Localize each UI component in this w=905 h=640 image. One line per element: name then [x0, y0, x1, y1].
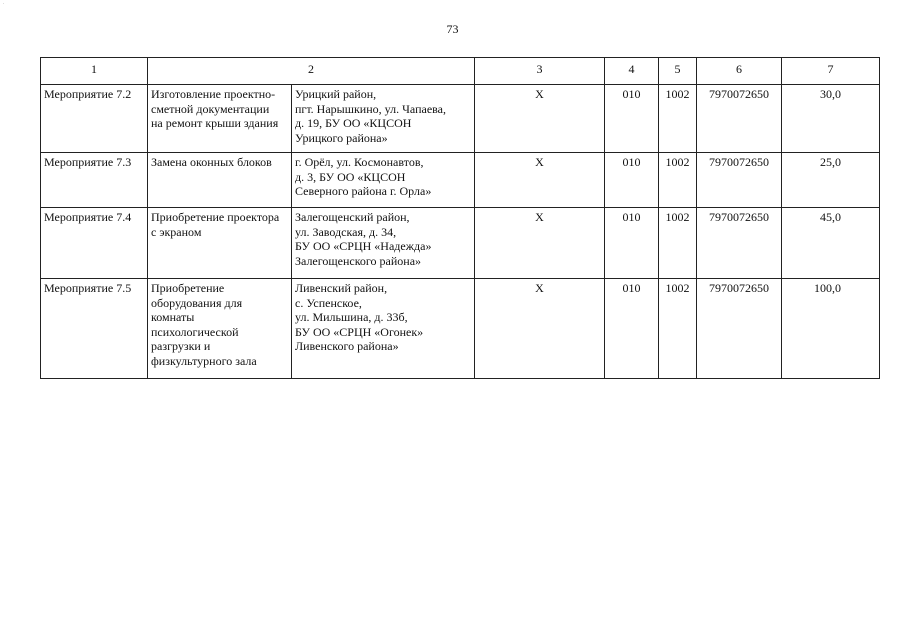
header-col-4: 4	[605, 58, 659, 85]
col3-cell: X	[475, 279, 605, 379]
page-number: 73	[446, 22, 459, 36]
event-cell: Мероприятие 7.3	[41, 153, 148, 208]
col6-cell: 7970072650	[697, 153, 782, 208]
scan-mark: .	[3, 0, 4, 5]
col4-cell: 010	[605, 153, 659, 208]
col5-cell: 1002	[659, 85, 697, 153]
location-cell: Залегощенский район, ул. Заводская, д. 34, БУ ОО «СРЦН «Надежда» Залегощенского района»	[292, 208, 475, 279]
header-col-5: 5	[659, 58, 697, 85]
header-col-2: 2	[148, 58, 475, 85]
event-cell: Мероприятие 7.5	[41, 279, 148, 379]
col6-cell: 7970072650	[697, 208, 782, 279]
col7-cell: 45,0	[782, 208, 880, 279]
table-row	[41, 85, 880, 153]
col4-cell: 010	[605, 208, 659, 279]
col6-cell: 7970072650	[697, 85, 782, 153]
work-cell: Приобретение оборудования для комнаты психологической разгрузки и физкультурного зала	[148, 279, 292, 379]
col7-cell: 30,0	[782, 85, 880, 153]
work-cell: Приобретение проектора с экраном	[148, 208, 292, 279]
location-cell: Урицкий район, пгт. Нарышкино, ул. Чапаева, д. 19, БУ ОО «КЦСОН Урицкого района»	[292, 85, 475, 153]
work-cell: Замена оконных блоков	[148, 153, 292, 208]
col4-cell: 010	[605, 279, 659, 379]
header-col-7: 7	[782, 58, 880, 85]
col6-cell: 7970072650	[697, 279, 782, 379]
col3-cell: X	[475, 85, 605, 153]
table-row	[41, 279, 880, 379]
col5-cell: 1002	[659, 208, 697, 279]
budget-table	[40, 57, 880, 379]
col3-cell: X	[475, 208, 605, 279]
event-cell: Мероприятие 7.4	[41, 208, 148, 279]
header-col-3: 3	[475, 58, 605, 85]
table-row	[41, 208, 880, 279]
col5-cell: 1002	[659, 279, 697, 379]
table-header-row	[41, 58, 880, 85]
work-cell: Изготовление проектно- сметной документации на ремонт крыши здания	[148, 85, 292, 153]
event-cell: Мероприятие 7.2	[41, 85, 148, 153]
col7-cell: 25,0	[782, 153, 880, 208]
location-cell: Ливенский район, с. Успенское, ул. Мильшина, д. 33б, БУ ОО «СРЦН «Огонек» Ливенского района»	[292, 279, 475, 379]
col7-cell: 100,0	[782, 279, 880, 379]
header-col-6: 6	[697, 58, 782, 85]
location-cell: г. Орёл, ул. Космонавтов, д. 3, БУ ОО «КЦСОН Северного района г. Орла»	[292, 153, 475, 208]
col3-cell: X	[475, 153, 605, 208]
header-col-1: 1	[41, 58, 148, 85]
col5-cell: 1002	[659, 153, 697, 208]
table-row	[41, 153, 880, 208]
col4-cell: 010	[605, 85, 659, 153]
